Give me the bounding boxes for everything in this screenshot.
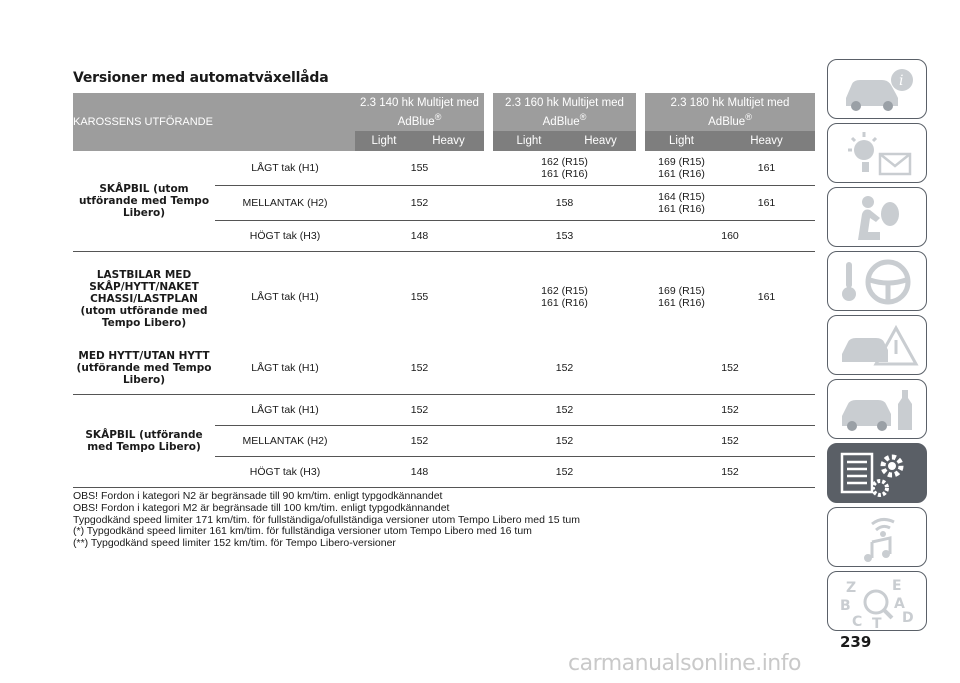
subheader-heavy: Heavy [565, 131, 636, 151]
roof-cell: MELLANTAK (H2) [215, 426, 355, 457]
table-row [73, 252, 815, 343]
subheader-heavy: Heavy [413, 131, 484, 151]
footnotes [73, 491, 813, 550]
value-cell: 152 [645, 457, 815, 488]
roof-cell: LÅGT tak (H1) [215, 151, 355, 186]
table-row [73, 151, 815, 186]
value-cell: 152 [645, 426, 815, 457]
header-body-type: KAROSSENS UTFÖRANDE [73, 93, 355, 151]
value-cell: 158 [493, 186, 636, 221]
tab-starting-driving[interactable] [827, 251, 927, 311]
value-cell: 152 [645, 342, 815, 395]
value-cell: 152 [355, 395, 484, 426]
index-alphabet-icon [836, 576, 920, 628]
value-cell: 152 [493, 342, 636, 395]
value-cell: 169 (R15) 161 (R16) [645, 151, 718, 186]
roof-cell: HÖGT tak (H3) [215, 457, 355, 488]
tab-technical-data[interactable] [827, 443, 927, 503]
value-cell: 155 [410, 291, 429, 303]
header-engine-1: 2.3 140 hk Multijet med AdBlue® [355, 93, 484, 131]
roof-cell: LÅGT tak (H1) [215, 395, 355, 426]
value-cell: 155 [355, 151, 484, 186]
roof-cell: LÅGT tak (H1) [251, 291, 319, 303]
value-cell: 152 [493, 426, 636, 457]
body-type-cell: MED HYTT/UTAN HYTT (utförande med Tempo Libero) [73, 342, 215, 395]
svg-text:E: E [892, 578, 902, 594]
subheader-heavy: Heavy [718, 131, 815, 151]
tab-safety[interactable] [827, 187, 927, 247]
roof-cell: MELLANTAK (H2) [215, 186, 355, 221]
tab-maintenance[interactable] [827, 379, 927, 439]
tab-car-info[interactable] [827, 59, 927, 119]
value-cell: 153 [493, 221, 636, 252]
value-cell: 161 [757, 291, 776, 303]
svg-text:C: C [852, 614, 863, 628]
value-cell: 152 [355, 426, 484, 457]
value-cell: 169 (R15) 161 (R16) [658, 285, 705, 309]
value-cell: 148 [355, 221, 484, 252]
body-type-cell: SKÅPBIL (utförande med Tempo Libero) [73, 395, 215, 488]
tab-multimedia[interactable] [827, 507, 927, 567]
value-cell: 152 [645, 395, 815, 426]
airbag-safety-icon [836, 192, 920, 244]
value-cell: 161 [718, 186, 815, 221]
value-cell: 161 [718, 151, 815, 186]
svg-text:A: A [894, 596, 905, 612]
header-engine-2: 2.3 160 hk Multijet med AdBlue® [493, 93, 636, 131]
footnote: (**) Typgodkänd speed limiter 152 km/tim. för Tempo Libero-versioner [73, 537, 396, 550]
multimedia-icon [836, 512, 920, 564]
value-cell: 162 (R15) 161 (R16) [493, 151, 636, 186]
value-cell: 164 (R15) 161 (R16) [645, 186, 718, 221]
svg-text:i: i [899, 73, 904, 89]
svg-text:T: T [872, 616, 882, 628]
value-cell: 152 [493, 457, 636, 488]
subheader-light: Light [493, 131, 565, 151]
svg-text:B: B [840, 598, 851, 614]
svg-text:D: D [902, 610, 914, 626]
tab-emergency[interactable] [827, 315, 927, 375]
footnote: Typgodkänd speed limiter 171 km/tim. för fullständiga/ofullständiga versioner utom Tempo Libero med 15 tum [73, 513, 580, 526]
tab-index[interactable] [827, 571, 927, 631]
footnote: OBS! Fordon i kategori N2 är begränsade till 90 km/tim. enligt typgodkännandet [73, 490, 443, 502]
footnote: (*) Typgodkänd speed limiter 161 km/tim. för fullständiga versioner utom Tempo Libero med 16 tum [73, 525, 532, 538]
roof-cell: LÅGT tak (H1) [215, 342, 355, 395]
page-number: 239 [840, 633, 872, 651]
body-type-cell: SKÅPBIL (utom utförande med Tempo Libero) [73, 151, 215, 252]
body-type-cell: LASTBILAR MED SKÅP/HYTT/NAKET CHASSI/LASTPLAN (utom utförande med Tempo Libero) [80, 269, 208, 329]
tab-warning-lights[interactable] [827, 123, 927, 183]
subheader-light: Light [355, 131, 413, 151]
roof-cell: HÖGT tak (H3) [215, 221, 355, 252]
technical-data-icon [836, 448, 920, 500]
car-info-icon [836, 64, 920, 116]
value-cell: 162 (R15) 161 (R16) [541, 285, 588, 309]
header-engine-3: 2.3 180 hk Multijet med AdBlue® [645, 93, 815, 131]
value-cell: 160 [645, 221, 815, 252]
spec-table [73, 93, 815, 488]
car-emergency-icon [836, 320, 920, 372]
value-cell: 148 [355, 457, 484, 488]
value-cell: 152 [493, 395, 636, 426]
svg-text:Z: Z [846, 580, 857, 596]
page-title: Versioner med automatväxellåda [73, 70, 329, 86]
value-cell: 152 [355, 186, 484, 221]
table-row [73, 395, 815, 426]
steering-wheel-key-icon [836, 256, 920, 308]
car-maintenance-icon [836, 384, 920, 436]
footnote: OBS! Fordon i kategori M2 är begränsade till 100 km/tim. enligt typgodkännandet [73, 501, 450, 514]
value-cell: 152 [355, 342, 484, 395]
watermark: carmanualsonline.info [568, 651, 801, 676]
warning-lights-icon [836, 128, 920, 180]
subheader-light: Light [645, 131, 718, 151]
table-row [73, 342, 815, 395]
